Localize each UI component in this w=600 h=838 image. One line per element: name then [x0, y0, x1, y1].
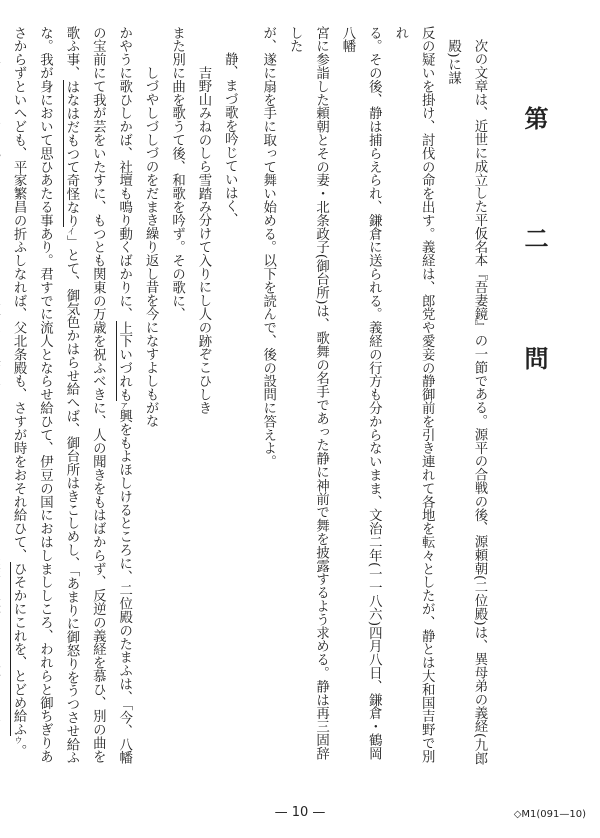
label-i: イ [66, 227, 76, 236]
narration-7-text: 平家繁昌の折ふしなれば、父北条殿も、さすが時をおそれ給ひて、 [11, 160, 27, 562]
poem-1: 吉野山みねのしら雪踏み分けて入りにし人の跡ぞこひしき [195, 66, 211, 415]
underline-a: 上下いづれも [116, 320, 132, 402]
intro-line-3: る。その後、静は捕らえられ、鎌倉に送られる。義経の行方も分からないまま、文治二年(一一八六)四月八日、鎌倉・鶴岡八幡 [339, 26, 382, 761]
label-a: ア [119, 401, 129, 410]
underline-i: はなはだもつて奇怪なり [63, 79, 79, 228]
narration-3-text: 前にて我が芸をいたすに、もつとも関東の万歳を祝ふべきに、人の聞きをもはばからず、反逆の義経を慕ひ、別の曲を歌ふ事、 [63, 26, 106, 764]
intro-line-1: 次の文章は、近世に成立した平仮名本『吾妻鏡』の一節である。源平の合戦の後、源頼朝(二位殿)は、異母弟の義経(九郎殿)に謀 [445, 39, 487, 765]
narration-1-text: かやうに歌ひしかば、社壇も鳴り動くばかりに、 [116, 26, 132, 321]
narration-2-text: 興をもよほしけるところに、二位殿のたまふは、「今、八幡の宝 [90, 26, 132, 765]
intro-line-5: が、遂に扇を手に取って舞い始める。以下を読んで、後の設問に答えよ。 [260, 26, 276, 469]
body-text [11, 26, 492, 768]
narration-5-text: いて思ひあたる事あり。君すでに流人とならせ給ひて、伊豆の国におはしましし [37, 119, 53, 603]
narration-6-text: ころ、われらと御ちぎりあさからずといへども、 [11, 26, 53, 764]
intro-line-2: 反の疑いを掛け、討伐の命を出す。義経は、郎党や愛妾の静御前を引き連れて各地を転々としたが、静とは大和国吉野で別れ [392, 26, 435, 763]
page-number: — 10 — [274, 805, 326, 820]
passage-line-a: また別に曲を歌うて後、和歌を吟ず。その歌に、 [169, 26, 185, 321]
passage-narration-1 [0, 26, 137, 768]
narration-4-text: 」とて、御気色かはらせ給へば、御台所はきこしめし、「あまりに御怒りをうつさせ給ふな。我が身にお [37, 26, 79, 765]
poem-2: しづやしづしづのをだまき繰り返し昔を今になすよしもがな [143, 66, 159, 428]
section-heading: 第 二 問 [520, 106, 549, 406]
passage-opening: 静、まづ歌を吟じていはく、 [222, 52, 238, 227]
narration-8-text: 。 [11, 744, 27, 758]
intro-line-4: 宮に参詣した頼朝とその妻・北条政子(御台所)は、歌舞の名手であった静に神前で舞を披露するよう求める。静は再三固辞した [287, 26, 329, 761]
underline-u: ひそかにこれを、とどめ給ふ [11, 562, 27, 737]
label-u: ウ [14, 736, 24, 745]
exam-code: ◇M1(091—10) [513, 809, 586, 820]
